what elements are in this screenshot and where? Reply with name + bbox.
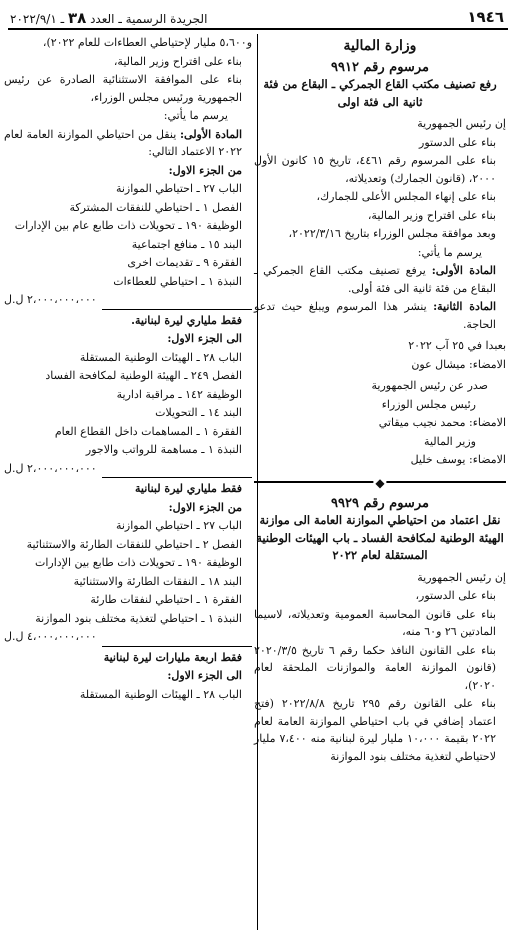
block-line: الفصل ٢ ـ احتياطي للنفقات الطارئة والاستثنائية [26, 537, 242, 551]
decree-line: وبعد موافقة مجلس الوزراء بتاريخ ٢٠٢٢/٣/١٦، [288, 227, 496, 240]
signature-finance-minister: الامضاء: يوسف خليل [410, 453, 506, 466]
body-line: يرسم ما يأتي: [163, 109, 228, 122]
block-heading: من الجزء الاول: [168, 500, 242, 514]
diamond-icon: ◆ [373, 475, 386, 493]
amount-in-words: فقط ملياري ليرة لبنانية [134, 482, 242, 495]
right-column [254, 34, 506, 930]
divider [102, 477, 252, 478]
block-line: الوظيفة ١٩٠ ـ تحويلات ذات طابع بين الإدارات [35, 556, 242, 569]
article-1 [4, 126, 252, 161]
block-line: الباب ٢٨ ـ الهيئات الوطنية المستقلة [79, 687, 242, 701]
decree-line: بناء على الدستور، [415, 589, 496, 602]
signature-line: رئيس مجلس الوزراء [381, 397, 476, 411]
issue-number: ٣٨ [67, 9, 87, 27]
signature-line: صدر عن رئيس الجمهورية [371, 379, 488, 392]
block-line: الباب ٢٧ ـ احتياطي الموازنة [115, 182, 242, 195]
gazette-masthead [10, 9, 207, 27]
block-line: الفقرة ١ ـ المساهمات داخل القطاع العام [54, 424, 242, 438]
block-line: الوظيفة ١٩٠ ـ تحويلات ذات طابع عام بين الإدارات [14, 219, 242, 232]
decree-line: بناء على المرسوم رقم ٤٤٦١، تاريخ ١٥ كانون الأول ٢٠٠٠، (قانون الجمارك) وتعديلاته، [254, 154, 496, 185]
issue-date: ـ ٢٠٢٢/٩/١ [10, 12, 65, 26]
article-1 [254, 262, 506, 297]
decree-line: بناء على القانون النافذ حكما رقم ٦ تاريخ ٢٠٢٠/٣/٥ (قانون الموازنة العامة والموازنات الملحقة لعام ٢٠٢٠)، [254, 643, 496, 692]
page-header [8, 8, 508, 30]
body-line: بناء على الموافقة الاستثنائية الصادرة عن رئيس الجمهورية ورئيس مجلس الوزراء، [4, 73, 242, 104]
block-line: الفقرة ١ ـ احتياطي لنفقات طارئة [90, 593, 242, 606]
decree-line: بناء على قانون المحاسبة العمومية وتعديلاته، لاسيما المادتين ٢٦ و٦٠ منه، [254, 607, 496, 638]
article-2-label: المادة الثانية: [433, 300, 496, 313]
article-2-text: ينشر هذا المرسوم ويبلغ حيث تدعو الحاجة. [254, 300, 496, 331]
decree-number-9912: مرسوم رقم ٩٩١٢ [331, 59, 429, 75]
block-line: النبذة ١ ـ مساهمة للرواتب والاجور [85, 443, 242, 456]
decree-title-9929: نقل اعتماد من احتياطي الموازنة العامة الى موازنة الهيئة الوطنية لمكافحة الفساد ـ باب الهيئات الوطنية المستقلة لعام ٢٠٢٢ [256, 513, 504, 562]
decree-line: إن رئيس الجمهورية [417, 570, 506, 584]
signature-pm: الامضاء: محمد نجيب ميقاتي [378, 416, 506, 429]
gazette-name: الجريدة الرسمية ـ العدد [90, 12, 208, 26]
article-1-label: المادة الأولى: [431, 264, 496, 277]
article-1-text: يرفع تصنيف مكتب القاع الجمركي ـ البقاع من فئة ثانية الى فئة أولى. [254, 264, 496, 295]
section-separator [254, 475, 506, 489]
ministry-heading: وزارة المالية [343, 38, 417, 54]
article-2 [254, 298, 506, 333]
block-line: الباب ٢٨ ـ الهيئات الوطنية المستقلة [79, 350, 242, 364]
divider [102, 309, 252, 310]
amount-line: ٤،٠٠٠،٠٠٠،٠٠٠ ل.ل [4, 630, 97, 643]
decree-line: بناء على إنهاء المجلس الأعلى للجمارك، [316, 190, 496, 203]
article-1-label: المادة الأولى: [179, 127, 243, 141]
amount-in-words: فقط ملياري ليرة لبنانية. [131, 313, 242, 327]
decree-line: بناء على الدستور [419, 135, 496, 149]
decree-date: بعبدا في ٢٥ آب ٢٠٢٢ [408, 339, 506, 352]
page-number: ١٩٤٦ [467, 8, 504, 26]
block-heading: الى الجزء الاول: [167, 669, 242, 682]
decree-line: بناء على اقتراح وزير المالية، [367, 208, 496, 222]
decree-line: بناء على القانون رقم ٢٩٥ تاريخ ٢٠٢٢/٨/٨ (فتح اعتماد إضافي في باب احتياطي الموازنة العامة لعام ٢٠٢٢ بقيمة ١٠،٠٠٠ مليار ليرة لبنانية منه ٧،٤٠٠ مليار لاحتياطي لتغذية مختلف بنود الموازنة [254, 697, 496, 763]
decree-line: يرسم ما يأتي: [417, 245, 482, 259]
block-heading: الى الجزء الاول: [167, 332, 242, 345]
left-column [4, 34, 252, 930]
signature-president: الامضاء: ميشال عون [411, 357, 506, 371]
article-1-text: ينقل من احتياطي الموازنة العامة لعام ٢٠٢٢ الاعتماد التالي: [4, 127, 242, 158]
decree-title-9912: رفع تصنيف مكتب القاع الجمركي ـ البقاع من فئة ثانية الى فئة اولى [263, 77, 497, 109]
block-line: النبذة ١ ـ احتياطي للعطاءات [113, 274, 242, 288]
amount-line: ٢،٠٠٠،٠٠٠،٠٠٠ ل.ل [4, 293, 97, 306]
block-line: الوظيفة ١٤٢ ـ مراقبة ادارية [116, 387, 242, 401]
decree-number-9929: مرسوم رقم ٩٩٢٩ [331, 495, 429, 511]
block-line: الفصل ٢٤٩ ـ الهيئة الوطنية لمكافحة الفساد [45, 369, 242, 382]
divider [102, 646, 252, 647]
block-line: البند ١٥ ـ منافع اجتماعية [131, 237, 242, 251]
block-line: الباب ٢٧ ـ احتياطي الموازنة [115, 519, 242, 532]
block-line: النبذة ١ ـ احتياطي لتغذية مختلف بنود الموازنة [35, 611, 242, 625]
amount-line: ٢،٠٠٠،٠٠٠،٠٠٠ ل.ل [4, 461, 97, 475]
block-line: الفصل ١ ـ احتياطي للنفقات المشتركة [69, 200, 242, 214]
block-line: البند ١٨ ـ النفقات الطارئة والاستثنائية [73, 574, 242, 588]
decree-line: إن رئيس الجمهورية [417, 117, 506, 130]
signature-line: وزير المالية [424, 434, 476, 448]
amount-in-words: فقط اربعة مليارات ليرة لبنانية [103, 650, 242, 664]
body-line: بناء على اقتراح وزير المالية، [113, 54, 242, 68]
block-line: البند ١٤ ـ التحويلات [155, 406, 242, 419]
block-heading: من الجزء الاول: [168, 163, 242, 177]
body-line: و٥،٦٠٠ مليار لإحتياطي العطاءات للعام ٢٠٢٢)، [42, 36, 252, 49]
block-line: الفقرة ٩ ـ تقديمات اخرى [127, 256, 242, 269]
